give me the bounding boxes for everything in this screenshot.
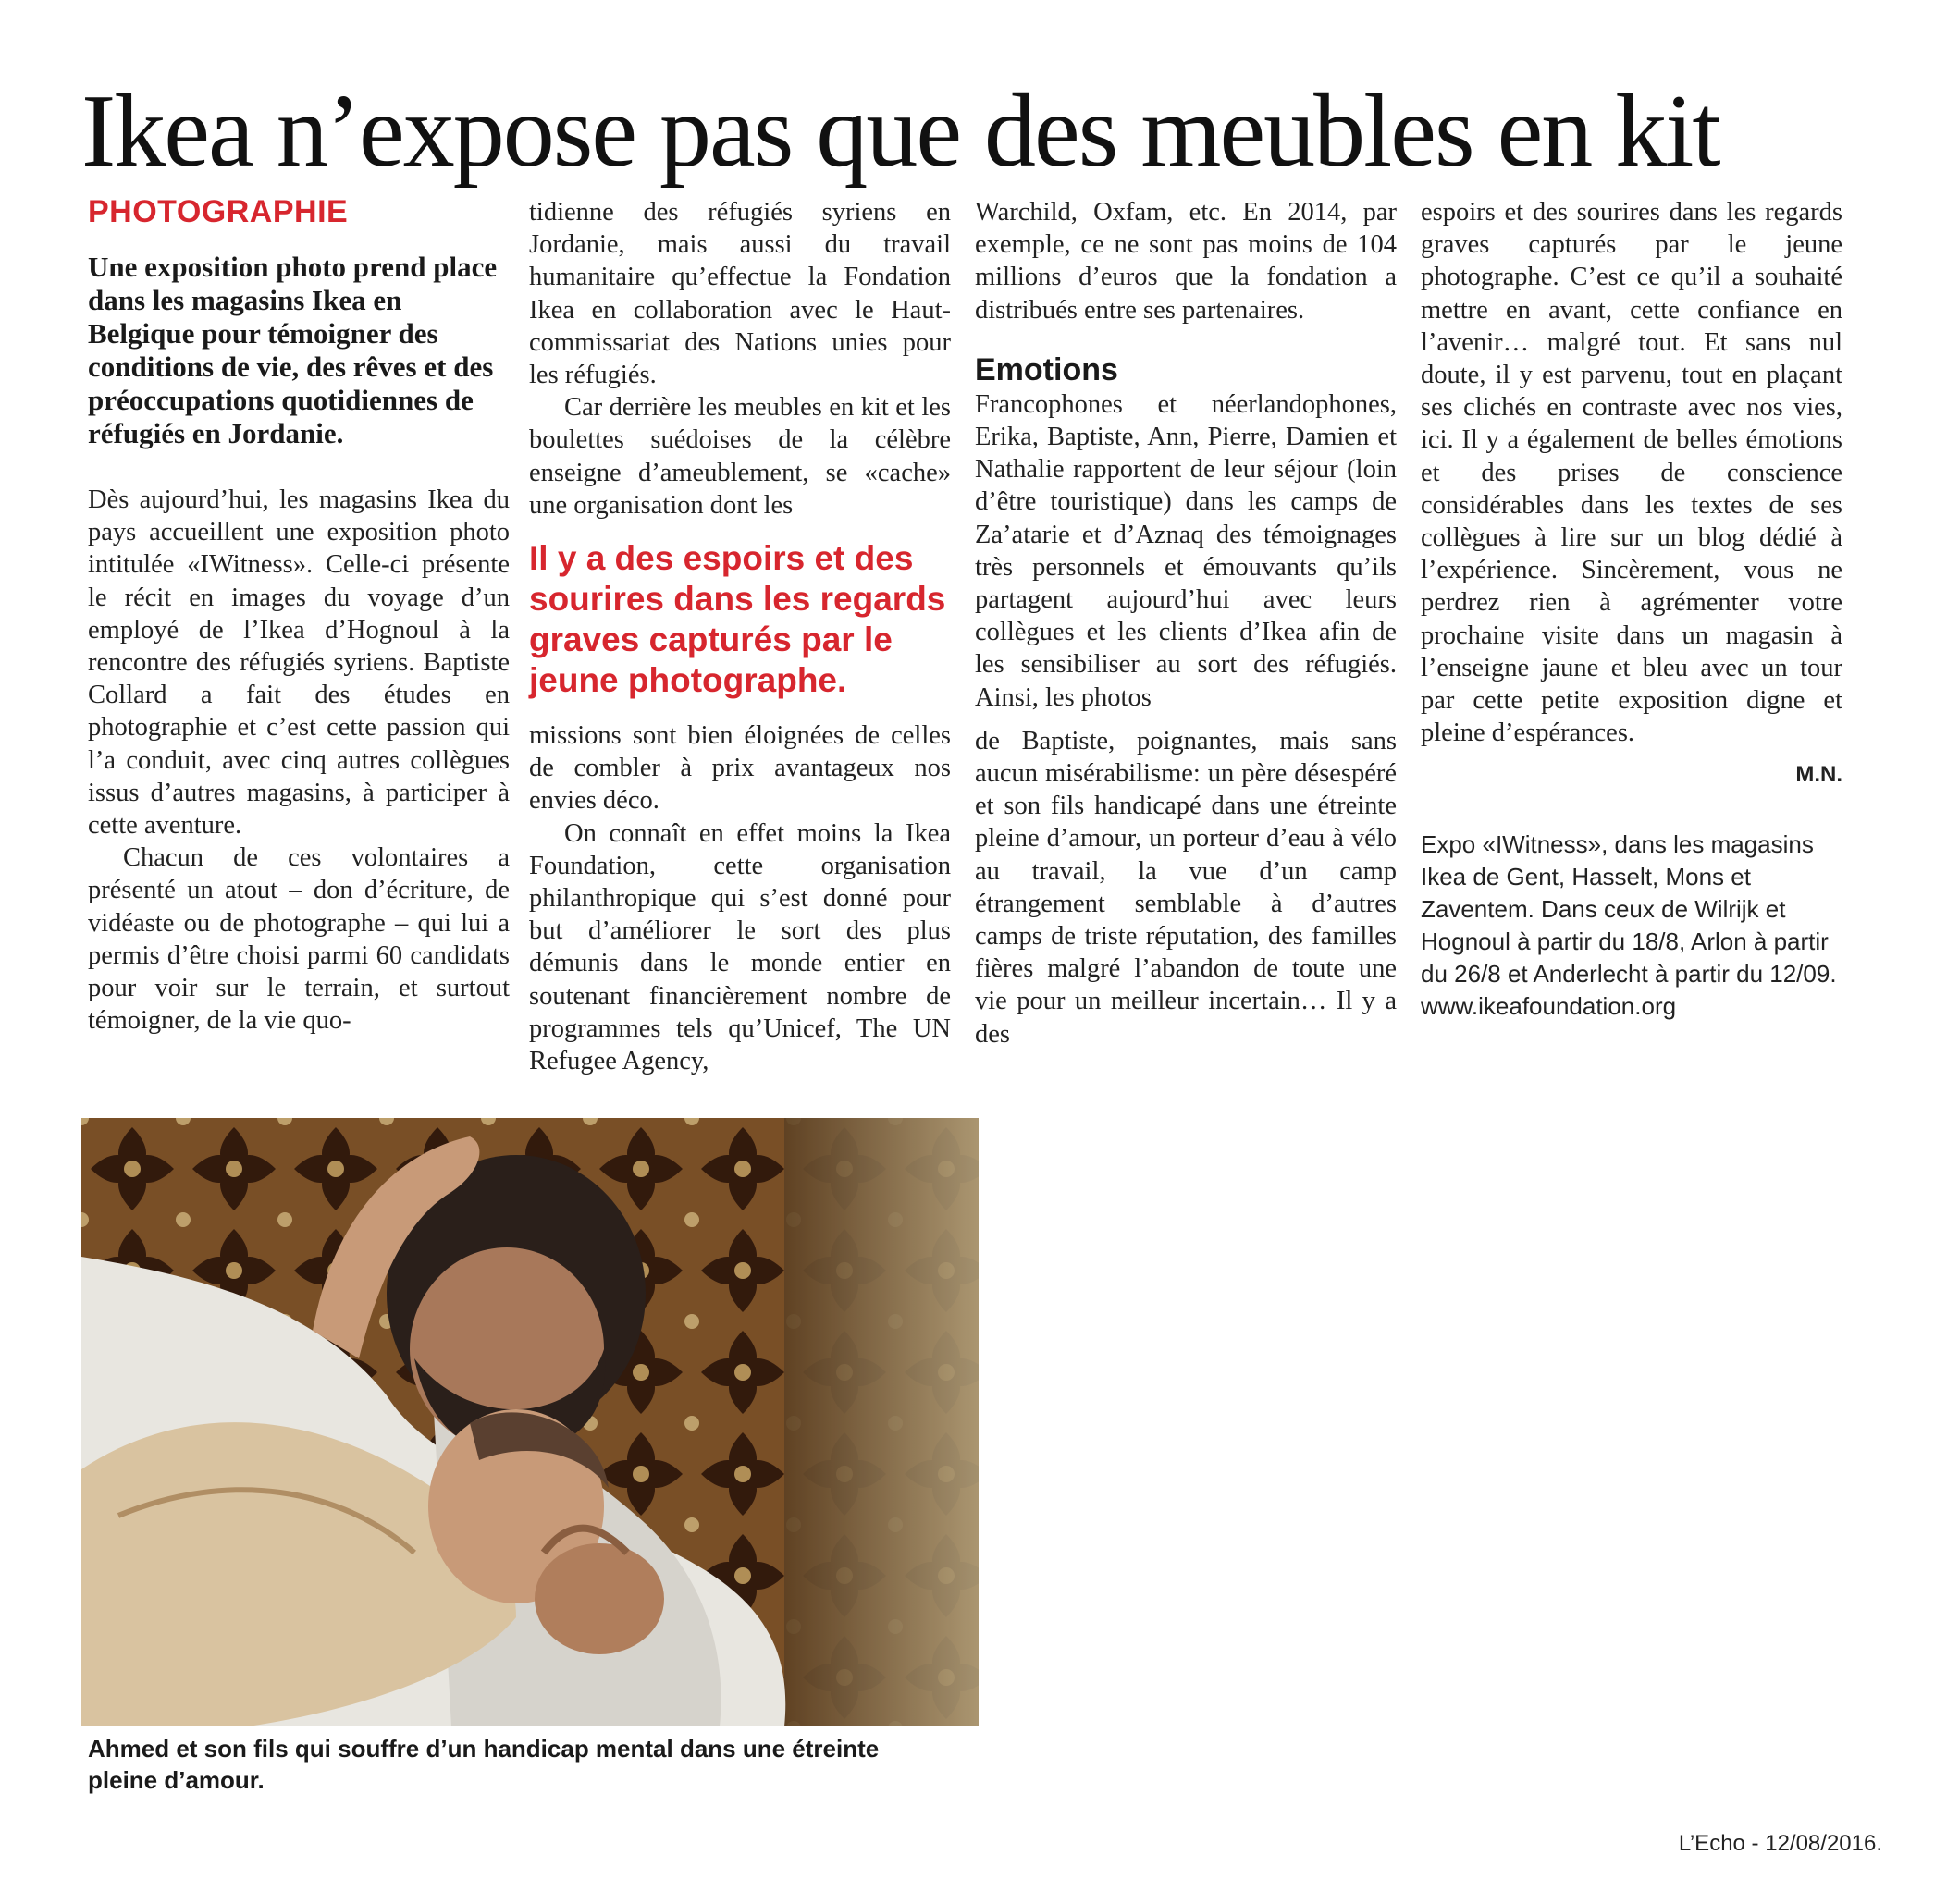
column-4 [1421,196,1842,1023]
col3-paragraph-2: Francophones et néerlandophones, Erika, Baptiste, Ann, Pierre, Damien et Nathalie rapportent de leur séjour (loin d’être touristique) dans les camps de Za’atarie et d’Aznaq des témoignages très personnels et émouvants qu’ils partagent aujourd’hui avec leurs collègues et les clients d’Ikea afin de les sensibiliser au sort des réfugiés. Ainsi, les photos [975,389,1397,712]
photo-caption: Ahmed et son fils qui souffre d’un handicap mental dans une étreinte pleine d’amour. [88,1735,880,1794]
col2-paragraph-2: Car derrière les meubles en kit et les boulettes suédoises de la célèbre enseigne d’ameublement, se «cache» une organisation dont les [529,393,951,520]
section-kicker: PHOTOGRAPHIE [88,194,349,229]
col2-paragraph-4: On connaît en effet moins la Ikea Foundation, cette organisation philanthropique qui s’est donné pour but d’améliorer le sort des plus démunis dans le monde entier en soutenant financièrement nombre de programmes tels qu’Unicef, The UN Refugee Agency, [529,818,951,1076]
col3-paragraph-3: de Baptiste, poignantes, mais sans aucun misérabilisme: un père désespéré et son fils handicapé dans une étreinte pleine d’amour, un porteur d’eau à vélo au travail, la vue d’un camp étrangement semblable à d’autres camps de triste réputation, des familles fières malgré l’abandon de toute une vie pour un meilleur incertain… Il y a des [975,726,1397,1049]
subhead-emotions: Emotions [975,351,1118,387]
column-2 [529,196,951,1077]
exhibition-info: Expo «IWitness», dans les magasins Ikea de Gent, Hasselt, Mons et Zaventem. Dans ceux de Wilrijk et Hognoul à partir du 18/8, Arlon à partir du 26/8 et Anderlecht à partir du 12/09. [1421,830,1837,989]
col1-paragraph-1: Dès aujourd’hui, les magasins Ikea du pays accueillent une exposition photo intitulée «IWitness». Celle-ci présente le récit en images du voyage d’un employé de l’Ikea d’Hognoul à la rencontre des réfugiés syriens. Baptiste Collard a fait des études en photographie et c’est cette passion qui l’a conduit, avec cinq autres collègues issus d’autres magasins, à participer à cette aventure. [88,485,510,841]
lead-paragraph: Une exposition photo prend place dans les magasins Ikea en Belgique pour témoigner des conditions de vie, des rêves et des préoccupations quotidiennes de réfugiés en Jordanie. [88,251,498,449]
col2-paragraph-1: tidienne des réfugiés syriens en Jordanie, mais aussi du travail humanitaire qu’effectue la Fondation Ikea en collaboration avec le Haut-commissariat des Nations unies pour les réfugiés. [529,198,951,390]
col1-paragraph-2: Chacun de ces volontaires a présenté un atout – don d’écriture, de vidéaste ou de photographe – qui lui a permis d’être choisi parmi 60 candidats pour voir sur le terrain, et surtout témoigner, de la vie quo- [88,843,510,1036]
author-signature: M.N. [1795,762,1842,788]
col2-paragraph-3: missions sont bien éloignées de celles de combler à prix avantageux nos envies déco. [529,721,951,816]
pull-quote: Il y a des espoirs et des sourires dans les regards graves capturés par le jeune photographe. [529,539,946,700]
info-box [1421,829,1842,1023]
website-link[interactable]: www.ikeafoundation.org [1421,992,1677,1021]
headline: Ikea n’expose pas que des meubles en kit [81,74,1719,189]
photo-father-son-embrace [81,1118,979,1726]
publication-source: L’Echo - 12/08/2016. [1678,1831,1882,1856]
col3-paragraph-1: Warchild, Oxfam, etc. En 2014, par exemple, ce ne sont pas moins de 104 millions d’euros que la fondation a distribués entre ses partenaires. [975,198,1397,325]
column-1 [88,194,510,1037]
column-3 [975,196,1397,1050]
col4-paragraph-1: espoirs et des sourires dans les regards graves capturés par le jeune photographe. C’est ce qu’il a souhaité mettre en avant, cette confiance en l’avenir… malgré tout. Et sans nul doute, il y est parvenu, tout en plaçant ses clichés en contraste avec nos vies, ici. Il y a également de belles émotions et des prises de conscience considérables dans les textes de ses collègues à lire sur un blog dédié à l’expérience. Sincèrement, vous ne perdrez rien à agrémenter votre prochaine visite dans un magasin à l’enseigne jaune et bleu avec un tour par cette petite exposition digne et pleine d’espérances. [1421,198,1842,748]
article-photo [81,1118,979,1726]
